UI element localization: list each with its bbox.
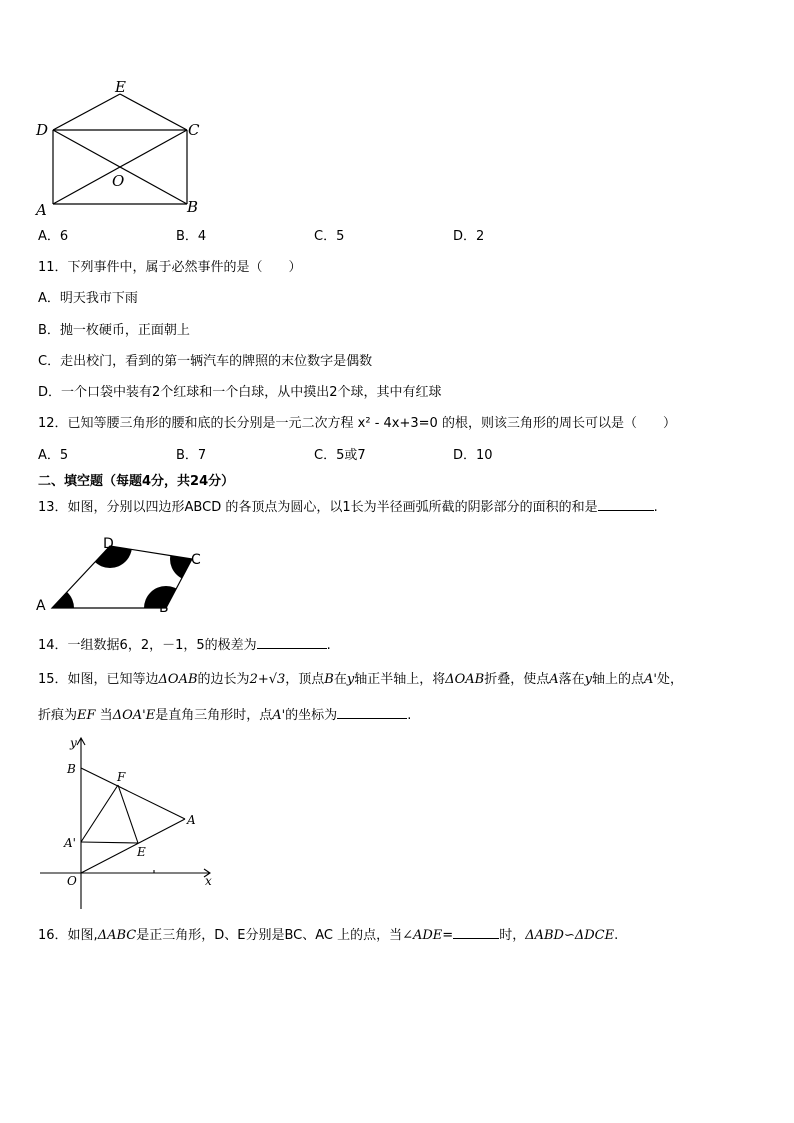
q15-t10: 折痕为 — [38, 708, 78, 723]
q16-t2: 是正三角形，D、E分别是BC、AC 上的点，当 — [136, 928, 403, 943]
q12-option-c: C．5或7 — [314, 448, 366, 463]
q15-t9: 处， — [657, 672, 684, 687]
q15-tri3: ΔOA'E — [112, 708, 156, 723]
label-D: D — [103, 536, 114, 552]
label-O: O — [112, 172, 125, 190]
q14-text: 14．一组数据6，2，－1，5的极差为 — [38, 638, 257, 653]
q15-line1 — [38, 671, 683, 689]
q13-text: 13．如图，分别以四边形ABCD 的各顶点为圆心，以1长为半径画弧所截的阴影部分的面积的和是 — [38, 500, 598, 515]
q10-option-b: B．4 — [176, 229, 207, 244]
q15-t2: 的边长为 — [197, 672, 250, 687]
q13-figure — [34, 530, 209, 616]
q15-len: 2+√3 — [249, 672, 286, 687]
label-A: A — [36, 201, 47, 219]
label-E: E — [137, 845, 146, 859]
label-B: B — [159, 600, 169, 616]
q12-option-b: B．7 — [176, 448, 207, 463]
q15-y2: y — [584, 672, 593, 687]
q15-t8: 轴上的点 — [592, 672, 645, 687]
q15-t3: ，顶点 — [285, 672, 325, 687]
q15-t6: 折叠，使点 — [484, 672, 550, 687]
label-B: B — [67, 762, 76, 776]
q16-tri: ΔABC — [97, 928, 137, 943]
q16-t1: 16．如图, — [38, 928, 98, 943]
q11-option-c: C．走出校门，看到的第一辆汽车的牌照的末位数字是偶数 — [38, 354, 373, 369]
label-A: A — [36, 598, 46, 614]
q16-angle: ∠ADE — [402, 928, 443, 943]
q10-option-c: C．5 — [314, 229, 345, 244]
label-O: O — [67, 874, 77, 888]
label-D: D — [36, 121, 49, 139]
q16-stem — [38, 926, 618, 945]
q15-tri1: ΔOAB — [158, 672, 198, 687]
q15-t4: 在 — [333, 672, 347, 687]
label-B: B — [187, 198, 199, 216]
label-A-prime: A' — [64, 836, 76, 850]
section-heading: 二、填空题（每题4分，共24分） — [38, 474, 235, 489]
q15-pa2: A' — [644, 672, 658, 687]
q12-option-a: A．5 — [38, 448, 69, 463]
q15-answer-blank — [337, 706, 407, 719]
q11-stem: 11．下列事件中，属于必然事件的是（ ） — [38, 260, 302, 275]
q15-t1: 15．如图，已知等边 — [38, 672, 159, 687]
q11-option-d: D．一个口袋中装有2个红球和一个白球，从中摸出2个球，其中有红球 — [38, 385, 442, 400]
label-A: A — [187, 813, 196, 827]
q15-pa: A — [549, 672, 559, 687]
q14-stem — [38, 636, 331, 655]
q16-eq: = — [442, 928, 454, 943]
q15-t11: 当 — [99, 708, 113, 723]
q15-t7: 落在 — [558, 672, 585, 687]
q13-answer-blank — [598, 498, 654, 511]
label-y: y — [70, 736, 77, 750]
q15-line2 — [38, 706, 411, 725]
label-C: C — [188, 121, 200, 139]
q15-t12: 是直角三角形时，点 — [155, 708, 273, 723]
q15-pa3: A' — [272, 708, 286, 723]
q15-ef: EF — [77, 708, 96, 723]
q11-option-a: A．明天我市下雨 — [38, 291, 138, 306]
q10-option-a: A．6 — [38, 229, 69, 244]
q12-stem: 12．已知等腰三角形的腰和底的长分别是一元二次方程 x² - 4x+3=0 的根，则该三角形的周长可以是（ ） — [38, 416, 676, 431]
q16-t3: 时， — [499, 928, 526, 943]
label-E: E — [115, 78, 126, 96]
q12-option-d: D．10 — [453, 448, 493, 463]
label-F: F — [117, 770, 126, 784]
label-x: x — [205, 874, 212, 888]
q15-t5: 轴正半轴上，将 — [354, 672, 446, 687]
q16-end: . — [614, 928, 619, 943]
q16-sim: ΔABD∽ΔDCE — [525, 928, 615, 943]
q15-t13: 的坐标为 — [285, 708, 338, 723]
q15-figure — [34, 733, 219, 913]
q14-answer-blank — [257, 636, 327, 649]
q11-option-b: B．抛一枚硬币，正面朝上 — [38, 323, 190, 338]
q15-pb: B — [324, 672, 334, 687]
q10-figure — [30, 76, 210, 221]
q16-answer-blank — [453, 926, 499, 939]
q15-tri2: ΔOAB — [445, 672, 485, 687]
q15-y1: y — [346, 672, 355, 687]
q13-stem — [38, 498, 658, 517]
q15-end: . — [407, 708, 412, 723]
q10-option-d: D．2 — [453, 229, 485, 244]
q13-end: . — [653, 500, 658, 515]
label-C: C — [191, 552, 201, 568]
q14-end: . — [326, 638, 331, 653]
